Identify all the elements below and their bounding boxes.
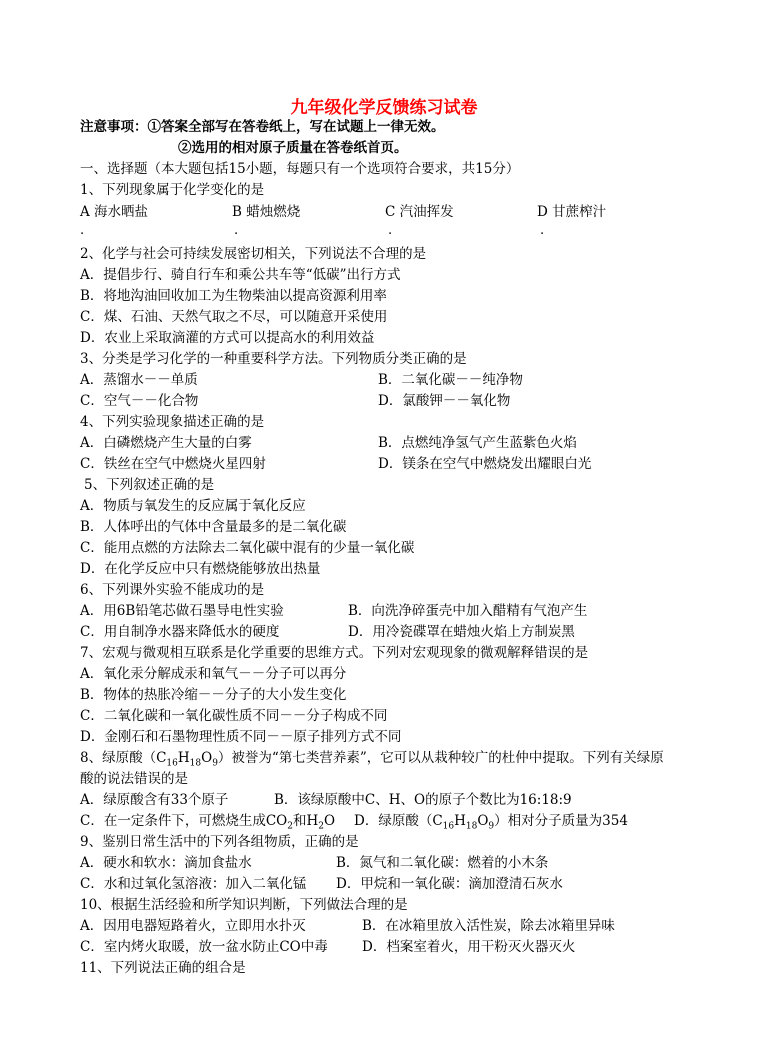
question-2-option-a: A．提倡步行、骑自行车和乘公共车等“低碳”出行方式: [80, 267, 401, 283]
question-6-option-c: C．用自制净水器来降低水的硬度: [80, 624, 280, 640]
q8-d-h: H: [454, 813, 466, 829]
question-1-stem: 1、下列现象属于化学变化的是: [80, 182, 265, 198]
question-3-option-b: B．二氧化碳－－纯净物: [378, 372, 523, 388]
notes-line-2: ②选用的相对原子质量在答卷纸首页。: [178, 140, 408, 156]
q8-d-sub-16: 16: [442, 821, 455, 832]
question-7-option-b: B．物体的热胀冷缩－－分子的大小发生变化: [80, 687, 347, 703]
question-1-option-a: A 海水晒盐: [80, 204, 149, 220]
question-3-option-a: A．蒸馏水－－单质: [80, 372, 198, 388]
question-5-option-d: D．在化学反应中只有燃烧能够放出热量: [80, 561, 321, 577]
q8-c-mid: 和H: [292, 813, 319, 829]
q8-stem-post: ）被誉为“第七类营养素”，它可以从栽种较广的杜仲中提取。下列有关绿原: [217, 750, 664, 766]
question-8-stem-line-2: 酸的说法错误的是: [80, 771, 188, 787]
notes-line-1: 注意事项：①答案全部写在答卷纸上，写在试题上一律无效。: [80, 119, 445, 135]
question-7-option-c: C．二氧化碳和一氧化碳性质不同－－分子构成不同: [80, 708, 388, 724]
question-10-option-a: A．因用电器短路着火，立即用水扑灭: [80, 918, 306, 934]
q8-c-post: O: [323, 813, 336, 829]
section-heading: 一、选择题（本大题包括15小题，每题只有一个选项符合要求，共15分）: [80, 161, 520, 177]
question-5-option-c: C．能用点燃的方法除去二氧化碳中混有的少量一氧化碳: [80, 540, 415, 556]
question-7-option-d: D．金刚石和石墨物理性质不同－－原子排列方式不同: [80, 729, 402, 745]
q8-d-sub-9: 9: [488, 821, 495, 832]
question-10-stem: 10、根据生活经验和所学知识判断，下列做法合理的是: [80, 897, 408, 913]
question-3-option-c: C．空气－－化合物: [80, 393, 199, 409]
question-2-option-d: D．农业上采取滴灌的方式可以提高水的利用效益: [80, 330, 375, 346]
question-5-option-b: B．人体呼出的气体中含量最多的是二氧化碳: [80, 519, 347, 535]
question-4-option-a: A．白磷燃烧产生大量的白雾: [80, 435, 252, 451]
question-9-option-d: D．甲烷和一氧化碳：滴加澄清石灰水: [336, 876, 563, 892]
question-9-option-a: A．硬水和软水：滴加食盐水: [80, 855, 252, 871]
q8-o: O: [201, 750, 213, 766]
question-7-option-a: A．氧化汞分解成汞和氧气－－分子可以再分: [80, 666, 347, 682]
q8-sub-16: 16: [166, 758, 178, 769]
question-6-option-b: B．向洗净碎蛋壳中加入醋精有气泡产生: [348, 603, 588, 619]
question-9-option-b: B．氮气和二氧化碳：燃着的小木条: [336, 855, 549, 871]
question-1-option-d: D 甘蔗榨汁: [537, 204, 607, 220]
q8-stem-pre: 8、绿原酸（C: [80, 750, 167, 766]
question-7-stem: 7、宏观与微观相互联系是化学重要的思维方式。下列对宏观现象的微观解释错误的是: [80, 645, 589, 661]
question-4-stem: 4、下列实验现象描述正确的是: [80, 414, 265, 430]
question-1-dot-a: .: [80, 223, 85, 238]
question-10-option-c: C．室内烤火取暖，放一盆水防止CO中毒: [80, 939, 328, 955]
q8-d-pre: D．绿原酸（C: [354, 813, 443, 829]
question-9-stem: 9、鉴别日常生活中的下列各组物质，正确的是: [80, 834, 359, 850]
question-5-stem: 5、下列叙述正确的是: [84, 477, 215, 493]
question-6-stem: 6、下列课外实验不能成功的是: [80, 582, 265, 598]
question-1-dot-d: .: [540, 223, 545, 238]
q8-sub-18: 18: [189, 758, 202, 769]
question-8-option-a: A．绿原酸含有33个原子: [80, 792, 229, 808]
question-4-option-c: C．铁丝在空气中燃烧火星四射: [80, 456, 266, 472]
question-3-option-d: D．氯酸钾－－氧化物: [378, 393, 511, 409]
question-5-option-a: A．物质与氧发生的反应属于氧化反应: [80, 498, 306, 514]
question-6-option-d: D．用冷瓷碟罩在蜡烛火焰上方制炭黑: [348, 624, 575, 640]
question-4-option-d: D．镁条在空气中燃烧发出耀眼白光: [378, 456, 592, 472]
question-1-dot-b: .: [234, 223, 239, 238]
question-4-option-b: B．点燃纯净氢气产生蓝紫色火焰: [378, 435, 577, 451]
question-11-stem: 11、下列说法正确的组合是: [80, 960, 246, 976]
q8-d-sub-18: 18: [465, 821, 478, 832]
question-1-option-b: B 蜡烛燃烧: [232, 204, 301, 220]
question-8-option-d: [354, 812, 628, 836]
q8-d-post: ）相对分子质量为354: [494, 813, 628, 829]
question-1-option-c: C 汽油挥发: [385, 204, 454, 220]
question-2-stem: 2、化学与社会可持续发展密切相关，下列说法不合理的是: [80, 246, 427, 262]
question-6-option-a: A．用6B铅笔芯做石墨导电性实验: [80, 603, 284, 619]
q8-c-sub-2b: 2: [318, 821, 324, 832]
question-2-option-c: C．煤、石油、天然气取之不尽，可以随意开采使用: [80, 309, 388, 325]
q8-d-o: O: [477, 813, 489, 829]
question-8-option-b: B．该绿原酸中C、H、O的原子个数比为16:18:9: [274, 792, 572, 808]
question-1-dot-c: .: [388, 223, 393, 238]
question-10-option-d: D．档案室着火，用干粉灭火器灭火: [362, 939, 576, 955]
page-title: 九年级化学反馈练习试卷: [290, 98, 478, 118]
question-3-stem: 3、分类是学习化学的一种重要科学方法。下列物质分类正确的是: [80, 351, 467, 367]
question-9-option-c: C．水和过氧化氢溶液：加入二氧化锰: [80, 876, 307, 892]
question-10-option-b: B．在冰箱里放入活性炭，除去冰箱里异味: [362, 918, 615, 934]
q8-c-pre: C．在一定条件下，可燃烧生成CO: [80, 813, 288, 829]
q8-c-sub-2a: 2: [287, 821, 293, 832]
q8-sub-9: 9: [212, 758, 218, 769]
q8-h: H: [177, 750, 190, 766]
question-2-option-b: B．将地沟油回收加工为生物柴油以提高资源利用率: [80, 288, 387, 304]
